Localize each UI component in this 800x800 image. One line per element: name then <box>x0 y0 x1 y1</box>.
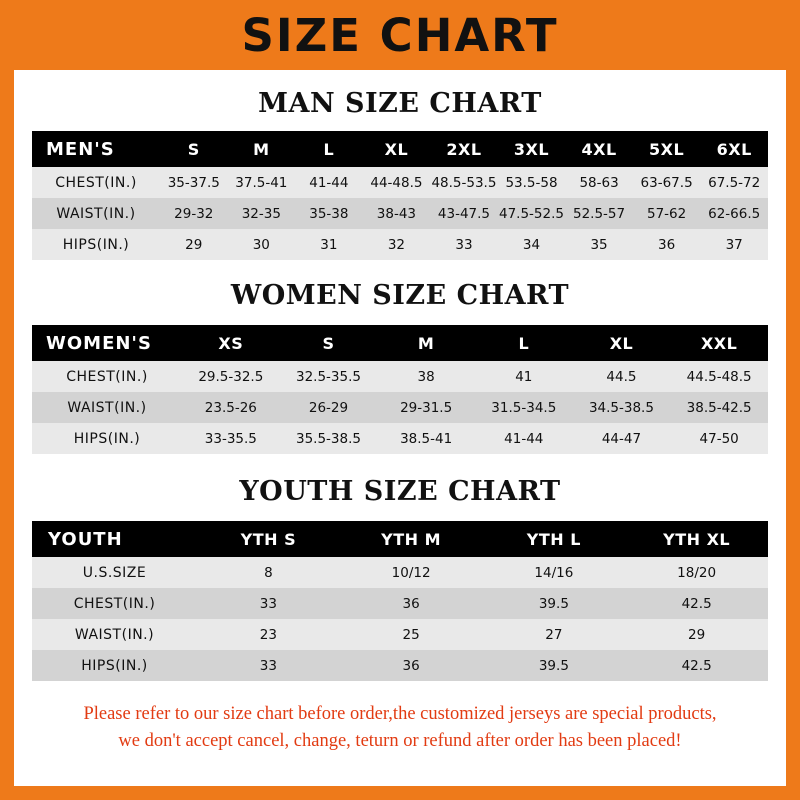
men-waist-m: 32-35 <box>228 198 296 229</box>
women-hips-xxl: 47-50 <box>670 423 768 454</box>
men-header-5xl: 5XL <box>633 131 701 167</box>
men-chest-2xl: 48.5-53.5 <box>430 167 498 198</box>
youth-chest-yth-l: 39.5 <box>483 588 626 619</box>
women-header-xs: XS <box>182 325 280 361</box>
men-waist-6xl: 62-66.5 <box>700 198 768 229</box>
women-waist-l: 31.5-34.5 <box>475 392 573 423</box>
women-table-body <box>32 361 768 454</box>
footer-note-line2: we don't accept cancel, change, teturn or refund after order has been placed! <box>118 730 682 751</box>
men-waist-l: 35-38 <box>295 198 363 229</box>
table-row <box>32 392 768 423</box>
men-waist-s: 29-32 <box>160 198 228 229</box>
women-chest-m: 38 <box>377 361 475 392</box>
women-waist-m: 29-31.5 <box>377 392 475 423</box>
table-row <box>32 229 768 260</box>
footer-note-line1: Please refer to our size chart before order,the customized jerseys are special products, <box>83 704 717 724</box>
youth-chest-yth-s: 33 <box>197 588 340 619</box>
men-chest-5xl: 63-67.5 <box>633 167 701 198</box>
men-hips-l: 31 <box>295 229 363 260</box>
youth-header-yth-s: YTH S <box>197 521 340 557</box>
youth-table-body <box>32 557 768 681</box>
footer-band <box>14 786 786 800</box>
youth-waist-yth-xl: 29 <box>625 619 768 650</box>
header-band <box>0 0 800 70</box>
women-table-header-row <box>32 325 768 361</box>
men-header-2xl: 2XL <box>430 131 498 167</box>
page-title: SIZE CHART <box>241 8 559 62</box>
youth-size-table <box>32 521 768 681</box>
table-row <box>32 198 768 229</box>
men-header-6xl: 6XL <box>700 131 768 167</box>
men-hips-xl: 32 <box>363 229 431 260</box>
men-chest-6xl: 67.5-72 <box>700 167 768 198</box>
youth-ussize-yth-m: 10/12 <box>340 557 483 588</box>
women-hips-xl: 44-47 <box>573 423 671 454</box>
men-chest-m: 37.5-41 <box>228 167 296 198</box>
youth-header-yth-m: YTH M <box>340 521 483 557</box>
youth-table-header-row <box>32 521 768 557</box>
men-header-l: L <box>295 131 363 167</box>
women-chest-l: 41 <box>475 361 573 392</box>
youth-header-yth-l: YTH L <box>483 521 626 557</box>
men-hips-5xl: 36 <box>633 229 701 260</box>
women-row-waist-label: WAIST(IN.) <box>32 392 182 423</box>
man-section-title: MAN SIZE CHART <box>258 88 542 119</box>
youth-waist-yth-m: 25 <box>340 619 483 650</box>
men-waist-5xl: 57-62 <box>633 198 701 229</box>
youth-header-yth-xl: YTH XL <box>625 521 768 557</box>
women-size-table <box>32 325 768 454</box>
men-chest-l: 41-44 <box>295 167 363 198</box>
men-size-table <box>32 131 768 260</box>
men-chest-3xl: 53.5-58 <box>498 167 566 198</box>
youth-hips-yth-xl: 42.5 <box>625 650 768 681</box>
youth-row-waist-label: WAIST(IN.) <box>32 619 197 650</box>
men-hips-2xl: 33 <box>430 229 498 260</box>
youth-ussize-yth-l: 14/16 <box>483 557 626 588</box>
men-table-header-row <box>32 131 768 167</box>
women-header-l: L <box>475 325 573 361</box>
women-chest-s: 32.5-35.5 <box>280 361 378 392</box>
men-waist-4xl: 52.5-57 <box>565 198 633 229</box>
youth-waist-yth-s: 23 <box>197 619 340 650</box>
youth-hips-yth-l: 39.5 <box>483 650 626 681</box>
youth-ussize-yth-s: 8 <box>197 557 340 588</box>
youth-chest-yth-xl: 42.5 <box>625 588 768 619</box>
youth-header-label: YOUTH <box>32 521 197 557</box>
table-row <box>32 650 768 681</box>
men-header-xl: XL <box>363 131 431 167</box>
table-row <box>32 167 768 198</box>
men-chest-xl: 44-48.5 <box>363 167 431 198</box>
youth-hips-yth-s: 33 <box>197 650 340 681</box>
men-waist-2xl: 43-47.5 <box>430 198 498 229</box>
women-header-s: S <box>280 325 378 361</box>
women-hips-xs: 33-35.5 <box>182 423 280 454</box>
men-header-4xl: 4XL <box>565 131 633 167</box>
men-chest-4xl: 58-63 <box>565 167 633 198</box>
table-row <box>32 557 768 588</box>
men-hips-s: 29 <box>160 229 228 260</box>
women-chest-xxl: 44.5-48.5 <box>670 361 768 392</box>
men-row-hips-label: HIPS(IN.) <box>32 229 160 260</box>
youth-row-hips-label: HIPS(IN.) <box>32 650 197 681</box>
women-header-xxl: XXL <box>670 325 768 361</box>
women-header-xl: XL <box>573 325 671 361</box>
table-row <box>32 361 768 392</box>
table-row <box>32 423 768 454</box>
men-hips-3xl: 34 <box>498 229 566 260</box>
men-row-chest-label: CHEST(IN.) <box>32 167 160 198</box>
men-header-3xl: 3XL <box>498 131 566 167</box>
men-waist-3xl: 47.5-52.5 <box>498 198 566 229</box>
women-waist-xxl: 38.5-42.5 <box>670 392 768 423</box>
youth-waist-yth-l: 27 <box>483 619 626 650</box>
men-table-body <box>32 167 768 260</box>
footer-note <box>32 701 768 755</box>
men-header-s: S <box>160 131 228 167</box>
youth-section-title: YOUTH SIZE CHART <box>239 476 561 507</box>
men-row-waist-label: WAIST(IN.) <box>32 198 160 229</box>
table-row <box>32 588 768 619</box>
youth-hips-yth-m: 36 <box>340 650 483 681</box>
men-header-label: MEN'S <box>32 131 160 167</box>
men-hips-m: 30 <box>228 229 296 260</box>
women-row-chest-label: CHEST(IN.) <box>32 361 182 392</box>
youth-row-chest-label: CHEST(IN.) <box>32 588 197 619</box>
women-hips-s: 35.5-38.5 <box>280 423 378 454</box>
youth-chest-yth-m: 36 <box>340 588 483 619</box>
men-hips-4xl: 35 <box>565 229 633 260</box>
men-header-m: M <box>228 131 296 167</box>
table-row <box>32 619 768 650</box>
youth-ussize-yth-xl: 18/20 <box>625 557 768 588</box>
men-hips-6xl: 37 <box>700 229 768 260</box>
women-chest-xl: 44.5 <box>573 361 671 392</box>
youth-row-ussize-label: U.S.SIZE <box>32 557 197 588</box>
content-area <box>14 88 786 755</box>
women-row-hips-label: HIPS(IN.) <box>32 423 182 454</box>
women-chest-xs: 29.5-32.5 <box>182 361 280 392</box>
women-waist-xl: 34.5-38.5 <box>573 392 671 423</box>
men-waist-xl: 38-43 <box>363 198 431 229</box>
women-header-label: WOMEN'S <box>32 325 182 361</box>
women-header-m: M <box>377 325 475 361</box>
women-hips-l: 41-44 <box>475 423 573 454</box>
men-chest-s: 35-37.5 <box>160 167 228 198</box>
women-waist-s: 26-29 <box>280 392 378 423</box>
women-hips-m: 38.5-41 <box>377 423 475 454</box>
women-waist-xs: 23.5-26 <box>182 392 280 423</box>
women-section-title: WOMEN SIZE CHART <box>230 280 570 311</box>
